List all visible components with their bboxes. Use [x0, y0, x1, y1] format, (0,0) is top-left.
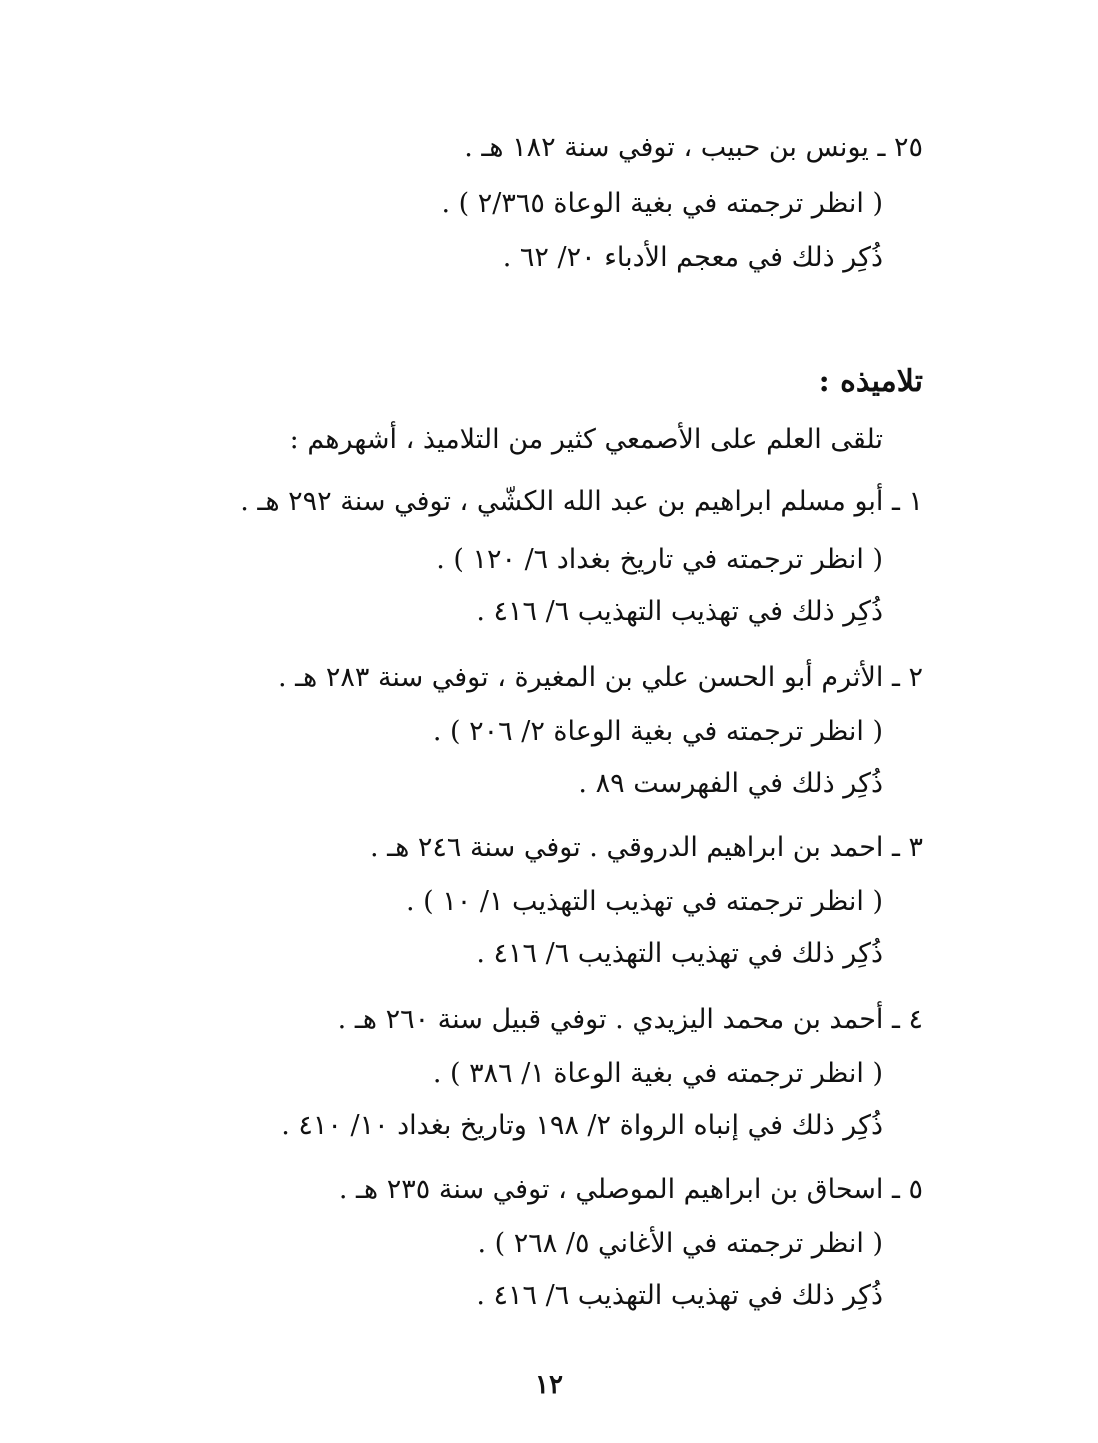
entry-25-reference: ( انظر ترجمته في بغية الوعاة ٢/٣٦٥ ) .: [441, 188, 883, 219]
entry-25-title: ٢٥ ـ يونس بن حبيب ، توفي سنة ١٨٢ هـ .: [464, 132, 923, 163]
student-2-mention: ذُكِر ذلك في الفهرست ٨٩ .: [578, 768, 883, 799]
entry-25-mention: ذُكِر ذلك في معجم الأدباء ٢٠/ ٦٢ .: [502, 242, 883, 273]
student-4-title: ٤ ـ أحمد بن محمد اليزيدي . توفي قبيل سنة ٢٦٠ هـ .: [337, 1004, 923, 1035]
student-1-mention: ذُكِر ذلك في تهذيب التهذيب ٦/ ٤١٦ .: [476, 596, 883, 627]
student-3-mention: ذُكِر ذلك في تهذيب التهذيب ٦/ ٤١٦ .: [476, 938, 883, 969]
student-4-mention: ذُكِر ذلك في إنباه الرواة ٢/ ١٩٨ وتاريخ بغداد ١٠/ ٤١٠ .: [281, 1110, 883, 1141]
student-2-reference: ( انظر ترجمته في بغية الوعاة ٢/ ٢٠٦ ) .: [432, 716, 883, 747]
student-1-title: ١ ـ أبو مسلم ابراهيم بن عبد الله الكشّي ، توفي سنة ٢٩٢ هـ .: [240, 486, 923, 517]
student-1-reference: ( انظر ترجمته في تاريخ بغداد ٦/ ١٢٠ ) .: [436, 544, 883, 575]
section-intro: تلقى العلم على الأصمعي كثير من التلاميذ ، أشهرهم :: [289, 424, 883, 455]
student-3-title: ٣ ـ احمد بن ابراهيم الدروقي . توفي سنة ٢٤٦ هـ .: [370, 832, 923, 863]
page-number: ١٢: [535, 1370, 563, 1400]
student-2-title: ٢ ـ الأثرم أبو الحسن علي بن المغيرة ، توفي سنة ٢٨٣ هـ .: [277, 662, 923, 693]
student-5-reference: ( انظر ترجمته في الأغاني ٥/ ٢٦٨ ) .: [477, 1228, 883, 1259]
student-4-reference: ( انظر ترجمته في بغية الوعاة ١/ ٣٨٦ ) .: [432, 1058, 883, 1089]
student-5-title: ٥ ـ اسحاق بن ابراهيم الموصلي ، توفي سنة ٢٣٥ هـ .: [338, 1174, 923, 1205]
student-5-mention: ذُكِر ذلك في تهذيب التهذيب ٦/ ٤١٦ .: [476, 1280, 883, 1311]
student-3-reference: ( انظر ترجمته في تهذيب التهذيب ١/ ١٠ ) .: [405, 886, 883, 917]
section-heading: تلاميذه :: [818, 364, 923, 399]
